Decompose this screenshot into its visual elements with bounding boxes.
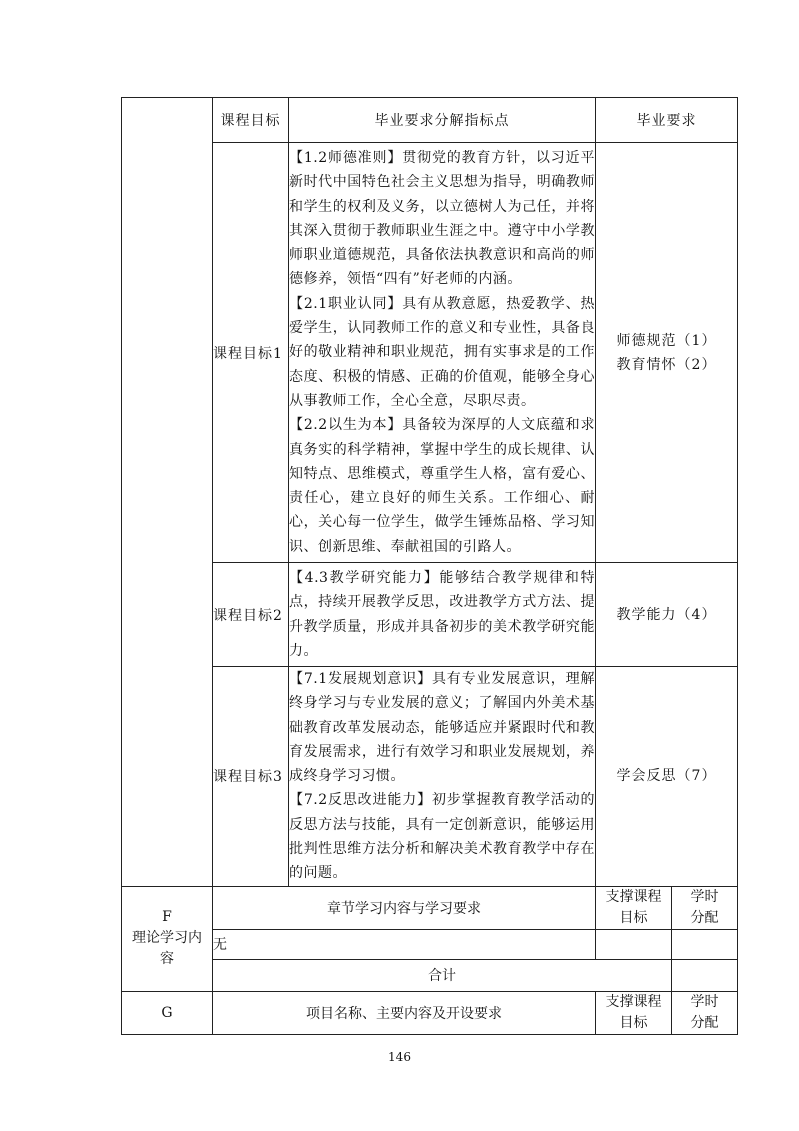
- section-f-label-cell: [122, 886, 213, 991]
- section-g-content-header: 项目名称、主要内容及开设要求: [213, 991, 596, 1034]
- goal-label-3: 课程目标3: [213, 667, 289, 887]
- header-grad-req: 毕业要求: [596, 98, 738, 143]
- goal-label-2: 课程目标2: [213, 563, 289, 667]
- page-number: 146: [388, 1050, 411, 1064]
- grad-req-line: 学会反思（7）: [616, 768, 717, 785]
- section-f-none-row: [122, 929, 738, 959]
- section-f-total-label: 合计: [213, 959, 672, 991]
- section-f-hours-header: 学时分配: [672, 886, 738, 929]
- header-row: [122, 98, 738, 143]
- section-f-none-support: [596, 929, 672, 959]
- goal-row-2: [122, 563, 738, 667]
- blank-left-cell: [122, 98, 213, 887]
- section-f-support-header: 支撑课程目标: [596, 886, 672, 929]
- indicator-cell-2: [289, 563, 596, 667]
- grad-req-line: 教学能力（4）: [616, 606, 717, 623]
- indicator-paragraph: 【7.2反思改进能力】初步掌握教育教学活动的反思方法与技能，具有一定创新意识，能够运用批判性思维方法分析和解决美术教育教学中存在的问题。: [289, 792, 595, 882]
- indicator-paragraph: 【1.2师德准则】贯彻党的教育方针，以习近平新时代中国特色社会主义思想为指导，明确教师和学生的权利及义务，以立德树人为己任，并将其深入贯彻于教师职业生涯之中。遵守中小学教师职业道德规范，具备依法执教意识和高尚的师德修养，领悟“四有”好老师的内涵。: [289, 149, 595, 288]
- indicator-paragraph: 【7.1发展规划意识】具有专业发展意识，理解终身学习与专业发展的意义；了解国内外美术基础教育改革发展动态，能够适应并紧跟时代和教育发展需求，进行有效学习和职业发展规划，养成终身学习习惯。: [289, 671, 595, 785]
- section-g-letter: G: [122, 991, 213, 1034]
- indicator-paragraph: 【2.2以生为本】具备较为深厚的人文底蕴和求真务实的科学精神，掌握中学生的成长规律、认知特点、思维模式，尊重学生人格，富有爱心、责任心，建立良好的师生关系。工作细心、耐心，关心每一位学生，做学生锤炼品格、学习知识、创新思维、奉献祖国的引路人。: [289, 417, 595, 555]
- grad-req-cell-2: [596, 563, 738, 667]
- grad-req-cell-3: [596, 667, 738, 887]
- syllabus-table: [121, 97, 738, 1035]
- section-f-total-row: [122, 959, 738, 991]
- section-f-title: 理论学习内容: [132, 930, 202, 968]
- section-f-total-hours: [672, 959, 738, 991]
- section-f-header-row: [122, 886, 738, 929]
- indicator-paragraph: 【4.3教学研究能力】能够结合教学规律和特点，持续开展教学反思，改进教学方式方法、提升教学质量，形成并具备初步的美术教学研究能力。: [289, 569, 595, 659]
- header-course-goal: 课程目标: [213, 98, 289, 143]
- indicator-cell-1: [289, 143, 596, 563]
- section-g-hours-header: 学时分配: [672, 991, 738, 1034]
- goal-label-1: 课程目标1: [213, 143, 289, 563]
- grad-req-line: 教育情怀（2）: [616, 356, 717, 373]
- header-indicator: 毕业要求分解指标点: [289, 98, 596, 143]
- grad-req-cell-1: [596, 143, 738, 563]
- goal-row-3: [122, 667, 738, 887]
- section-f-none-value: 无: [213, 929, 596, 959]
- goal-row-1: [122, 143, 738, 563]
- section-f-none-hours: [672, 929, 738, 959]
- section-g-header-row: [122, 991, 738, 1034]
- section-f-content-header: 章节学习内容与学习要求: [213, 886, 596, 929]
- section-g-support-header: 支撑课程目标: [596, 991, 672, 1034]
- indicator-cell-3: [289, 667, 596, 887]
- indicator-paragraph: 【2.1职业认同】具有从教意愿，热爱教学、热爱学生，认同教师工作的意义和专业性，具备良好的敬业精神和职业规范，拥有实事求是的工作态度、积极的情感、正确的价值观，能够全身心从事教师工作，全心全意，尽职尽责。: [289, 295, 595, 409]
- grad-req-line: 师德规范（1）: [616, 332, 717, 349]
- section-f-letter: F: [162, 909, 172, 926]
